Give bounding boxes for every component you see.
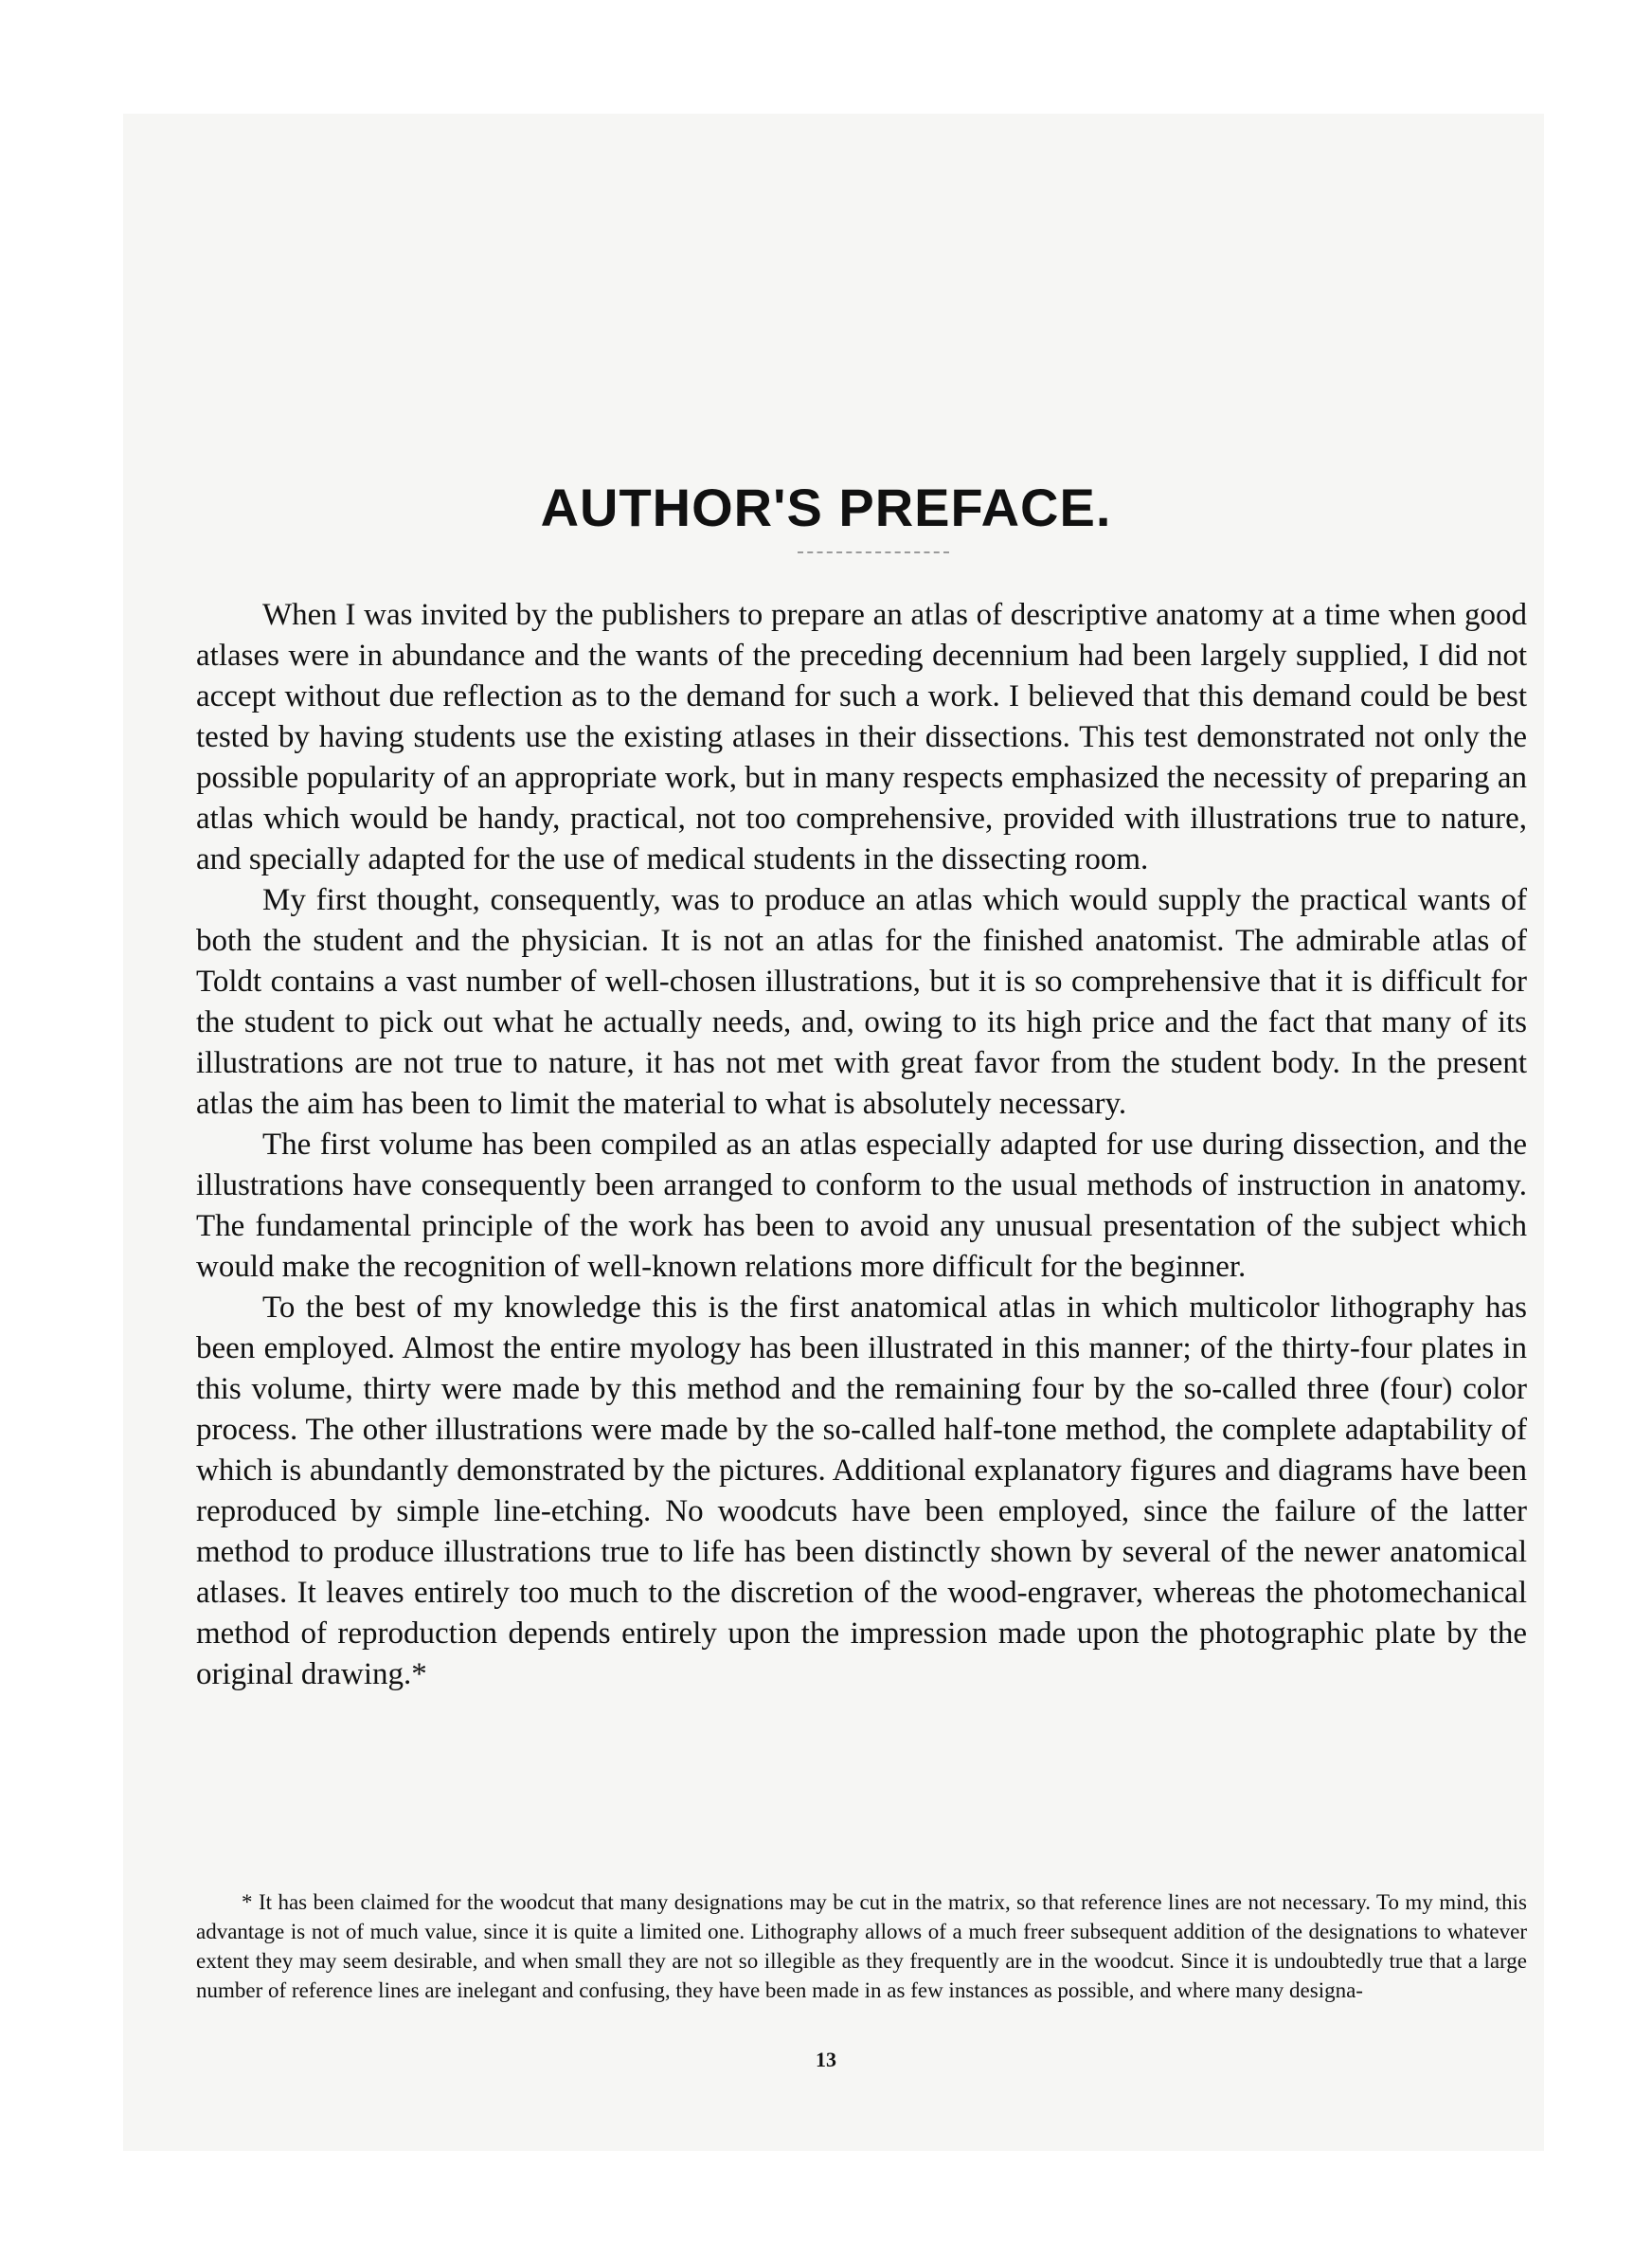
page-number: 13 (816, 2048, 836, 2071)
page-title: AUTHOR'S PREFACE. (540, 477, 1112, 537)
preface-body (196, 595, 1527, 1695)
paragraph-2: My first thought, consequently, was to produce an atlas which would supply the practical wants of both the student and the physician. It is not an atlas for the finished anatomist. The admirable atlas of Toldt contains a vast number of well-chosen illustrations, but it is so comprehensive that it is difficult for the student to pick out what he actually needs, and, owing to its high price and the fact that many of its illustrations are not true to nature, it has not met with great favor from the student body. In the present atlas the aim has been to limit the material to what is absolutely necessary. (196, 883, 1527, 1121)
paragraph-1: When I was invited by the publishers to prepare an atlas of descriptive anatomy at a time when good atlases were in abundance and the wants of the preceding decennium had been largely supplied, I did not accept without due reflection as to the demand for such a work. I believed that this demand could be best tested by having students use the existing atlases in their dissections. This test demonstrated not only the possible popularity of an appropriate work, but in many respects emphasized the necessity of preparing an atlas which would be handy, practical, not too comprehensive, provided with illustrations true to nature, and specially adapted for the use of medical students in the dissecting room. (196, 598, 1527, 876)
paragraph-4: To the best of my knowledge this is the first anatomical atlas in which multicolor lithography has been employed. Almost the entire myology has been illustrated in this manner; of the thirty-four plates in this volume, thirty were made by this method and the remaining four by the so-called three (four) color process. The other illustrations were made by the so-called half-tone method, the complete adaptability of which is abundantly demonstrated by the pictures. Additional explanatory figures and diagrams have been reproduced by simple line-etching. No woodcuts have been employed, since the failure of the latter method to produce illustrations true to life has been distinctly shown by several of the newer anatomical atlases. It leaves entirely too much to the discretion of the wood-engraver, whereas the photomechanical method of reproduction depends entirely upon the impression made upon the photographic plate by the original drawing.* (196, 1291, 1527, 1691)
paragraph-3: The first volume has been compiled as an atlas especially adapted for use during dissection, and the illustrations have consequently been arranged to conform to the usual methods of instruction in anatomy. The fundamental principle of the work has been to avoid any unusual presentation of the subject which would make the recognition of well-known relations more difficult for the beginner. (196, 1128, 1527, 1284)
title-divider (798, 551, 949, 553)
footnote: * It has been claimed for the woodcut that many designations may be cut in the matrix, so that reference lines are not necessary. To my mind, this advantage is not of much value, since it is quite a limited one. Lithography allows of a much freer subsequent addition of the designations to whatever extent they may seem desirable, and when small they are not so illegible as they frequently are in the woodcut. Since it is undoubtedly true that a large number of reference lines are inelegant and confusing, they have been made in as few instances as possible, and where many designa- (196, 1890, 1527, 2002)
